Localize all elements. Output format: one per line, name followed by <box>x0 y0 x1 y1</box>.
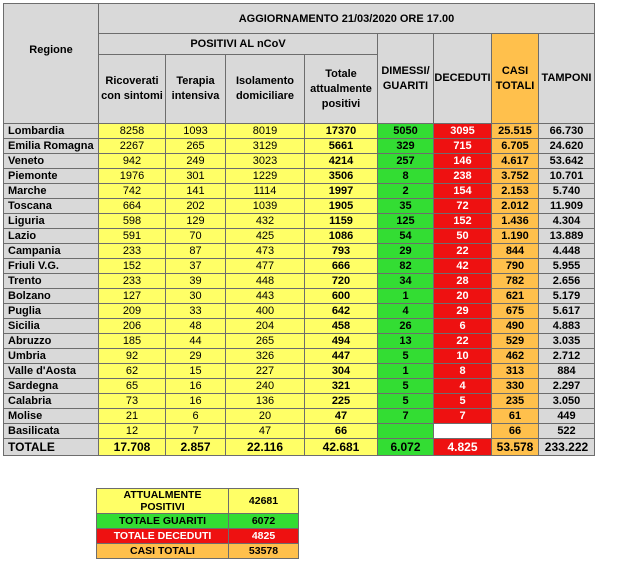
dimessi-value: 29 <box>378 244 434 259</box>
summary-label: ATTUALMENTE POSITIVI <box>97 489 229 514</box>
casi-totali-value: 25.515 <box>492 124 539 139</box>
table-row <box>4 274 595 289</box>
dimessi-value: 26 <box>378 319 434 334</box>
table-row <box>4 214 595 229</box>
isolamento-value: 3129 <box>226 139 305 154</box>
isolamento-value: 1229 <box>226 169 305 184</box>
terapia-value: 29 <box>166 349 226 364</box>
terapia-value: 6 <box>166 409 226 424</box>
deceduti-value: 72 <box>434 199 492 214</box>
deceduti-value <box>434 424 492 439</box>
ricoverati-value: 92 <box>99 349 166 364</box>
dimessi-value: 257 <box>378 154 434 169</box>
casi-totali-value: 3.752 <box>492 169 539 184</box>
table-row <box>4 259 595 274</box>
dimessi-value: 4 <box>378 304 434 319</box>
dimessi-value: 13 <box>378 334 434 349</box>
dimessi-total: 6.072 <box>378 439 434 456</box>
totale-positivi-value: 1905 <box>305 199 378 214</box>
region-name: Lazio <box>4 229 99 244</box>
tamponi-value: 2.297 <box>539 379 595 394</box>
summary-label: CASI TOTALI <box>97 544 229 559</box>
summary-row <box>97 489 299 514</box>
casi-totali-value: 330 <box>492 379 539 394</box>
terapia-value: 249 <box>166 154 226 169</box>
region-name: Veneto <box>4 154 99 169</box>
ricoverati-value: 742 <box>99 184 166 199</box>
update-title: AGGIORNAMENTO 21/03/2020 ORE 17.00 <box>99 4 595 34</box>
dimessi-value: 35 <box>378 199 434 214</box>
tamponi-value: 10.701 <box>539 169 595 184</box>
summary-value: 42681 <box>229 489 299 514</box>
region-name: Molise <box>4 409 99 424</box>
tamponi-value: 11.909 <box>539 199 595 214</box>
terapia-value: 15 <box>166 364 226 379</box>
dimessi-value: 5 <box>378 349 434 364</box>
isolamento-value: 204 <box>226 319 305 334</box>
casi-totali-value: 4.617 <box>492 154 539 169</box>
summary-label: TOTALE DECEDUTI <box>97 529 229 544</box>
region-name: Toscana <box>4 199 99 214</box>
dimessi-value <box>378 424 434 439</box>
isolamento-value: 425 <box>226 229 305 244</box>
isolamento-value: 227 <box>226 364 305 379</box>
totale-positivi-value: 225 <box>305 394 378 409</box>
tamponi-value: 5.179 <box>539 289 595 304</box>
isolamento-value: 326 <box>226 349 305 364</box>
tamponi-value: 66.730 <box>539 124 595 139</box>
ricoverati-value: 152 <box>99 259 166 274</box>
table-row <box>4 364 595 379</box>
table-row <box>4 409 595 424</box>
summary-value: 53578 <box>229 544 299 559</box>
tamponi-value: 449 <box>539 409 595 424</box>
summary-table <box>96 488 299 559</box>
casi-totali-value: 2.153 <box>492 184 539 199</box>
region-header: Regione <box>4 4 99 124</box>
isolamento-value: 20 <box>226 409 305 424</box>
tamponi-header: TAMPONI <box>539 34 595 124</box>
table-row <box>4 229 595 244</box>
tamponi-value: 4.448 <box>539 244 595 259</box>
totale-positivi-value: 17370 <box>305 124 378 139</box>
summary-row <box>97 544 299 559</box>
table-row <box>4 334 595 349</box>
dimessi-value: 7 <box>378 409 434 424</box>
terapia-value: 33 <box>166 304 226 319</box>
ricoverati-value: 73 <box>99 394 166 409</box>
table-row <box>4 289 595 304</box>
ricoverati-value: 127 <box>99 289 166 304</box>
tamponi-value: 2.712 <box>539 349 595 364</box>
totale-positivi-value: 600 <box>305 289 378 304</box>
covid-data-table <box>3 3 595 456</box>
ricoverati-value: 1976 <box>99 169 166 184</box>
totale-positivi-value: 47 <box>305 409 378 424</box>
region-name: Campania <box>4 244 99 259</box>
tamponi-value: 3.035 <box>539 334 595 349</box>
region-name: Umbria <box>4 349 99 364</box>
tamponi-total: 233.222 <box>539 439 595 456</box>
isolamento-value: 3023 <box>226 154 305 169</box>
terapia-value: 70 <box>166 229 226 244</box>
tamponi-value: 5.955 <box>539 259 595 274</box>
ricoverati-total: 17.708 <box>99 439 166 456</box>
summary-value: 6072 <box>229 514 299 529</box>
region-name: Sardegna <box>4 379 99 394</box>
casi-totali-value: 675 <box>492 304 539 319</box>
terapia-value: 1093 <box>166 124 226 139</box>
tamponi-value: 884 <box>539 364 595 379</box>
isolamento-value: 265 <box>226 334 305 349</box>
terapia-header: Terapia intensiva <box>166 55 226 124</box>
deceduti-value: 10 <box>434 349 492 364</box>
casi-totali-value: 462 <box>492 349 539 364</box>
region-name: Lombardia <box>4 124 99 139</box>
tamponi-value: 5.617 <box>539 304 595 319</box>
casi-totali-value: 621 <box>492 289 539 304</box>
casi-header: CASI TOTALI <box>492 34 539 124</box>
table-row <box>4 379 595 394</box>
casi-totali-value: 1.436 <box>492 214 539 229</box>
table-row <box>4 124 595 139</box>
totale-positivi-value: 321 <box>305 379 378 394</box>
isolamento-value: 8019 <box>226 124 305 139</box>
dimessi-value: 5050 <box>378 124 434 139</box>
table-row <box>4 169 595 184</box>
tamponi-value: 2.656 <box>539 274 595 289</box>
casi-totali-value: 790 <box>492 259 539 274</box>
table-row <box>4 184 595 199</box>
isolamento-value: 240 <box>226 379 305 394</box>
region-name: Puglia <box>4 304 99 319</box>
totale-positivi-total: 42.681 <box>305 439 378 456</box>
terapia-value: 202 <box>166 199 226 214</box>
region-name: Calabria <box>4 394 99 409</box>
casi-totali-value: 529 <box>492 334 539 349</box>
ricoverati-value: 209 <box>99 304 166 319</box>
casi-totali-value: 6.705 <box>492 139 539 154</box>
deceduti-value: 6 <box>434 319 492 334</box>
table-row <box>4 424 595 439</box>
table-row <box>4 319 595 334</box>
region-name: Valle d'Aosta <box>4 364 99 379</box>
dimessi-value: 125 <box>378 214 434 229</box>
casi-totali-value: 2.012 <box>492 199 539 214</box>
terapia-value: 16 <box>166 379 226 394</box>
tamponi-value: 53.642 <box>539 154 595 169</box>
casi-totali-value: 490 <box>492 319 539 334</box>
totale-positivi-header: Totale attualmente positivi <box>305 55 378 124</box>
totals-label: TOTALE <box>4 439 99 456</box>
region-name: Sicilia <box>4 319 99 334</box>
summary-row <box>97 529 299 544</box>
dimessi-header: DIMESSI/ GUARITI <box>378 34 434 124</box>
region-name: Abruzzo <box>4 334 99 349</box>
tamponi-value: 5.740 <box>539 184 595 199</box>
dimessi-value: 5 <box>378 379 434 394</box>
isolamento-value: 136 <box>226 394 305 409</box>
terapia-value: 37 <box>166 259 226 274</box>
region-name: Liguria <box>4 214 99 229</box>
tamponi-value: 4.883 <box>539 319 595 334</box>
totale-positivi-value: 4214 <box>305 154 378 169</box>
table-row <box>4 139 595 154</box>
summary-row <box>97 514 299 529</box>
deceduti-value: 20 <box>434 289 492 304</box>
deceduti-value: 22 <box>434 334 492 349</box>
isolamento-value: 473 <box>226 244 305 259</box>
region-name: Friuli V.G. <box>4 259 99 274</box>
casi-totali-value: 66 <box>492 424 539 439</box>
isolamento-value: 1039 <box>226 199 305 214</box>
dimessi-value: 82 <box>378 259 434 274</box>
ricoverati-value: 65 <box>99 379 166 394</box>
ricoverati-value: 12 <box>99 424 166 439</box>
terapia-value: 44 <box>166 334 226 349</box>
ricoverati-header: Ricoverati con sintomi <box>99 55 166 124</box>
ricoverati-value: 664 <box>99 199 166 214</box>
dimessi-value: 1 <box>378 364 434 379</box>
deceduti-header: DECEDUTI <box>434 34 492 124</box>
totale-positivi-value: 1997 <box>305 184 378 199</box>
terapia-value: 129 <box>166 214 226 229</box>
totale-positivi-value: 1159 <box>305 214 378 229</box>
totale-positivi-value: 720 <box>305 274 378 289</box>
table-row <box>4 349 595 364</box>
deceduti-value: 715 <box>434 139 492 154</box>
isolamento-value: 443 <box>226 289 305 304</box>
dimessi-value: 5 <box>378 394 434 409</box>
tamponi-value: 522 <box>539 424 595 439</box>
totale-positivi-value: 447 <box>305 349 378 364</box>
deceduti-value: 4 <box>434 379 492 394</box>
deceduti-value: 146 <box>434 154 492 169</box>
ricoverati-value: 233 <box>99 244 166 259</box>
summary-label: TOTALE GUARITI <box>97 514 229 529</box>
terapia-value: 30 <box>166 289 226 304</box>
table-row <box>4 199 595 214</box>
tamponi-value: 3.050 <box>539 394 595 409</box>
casi-totali-value: 235 <box>492 394 539 409</box>
totale-positivi-value: 494 <box>305 334 378 349</box>
region-name: Bolzano <box>4 289 99 304</box>
terapia-value: 7 <box>166 424 226 439</box>
terapia-value: 39 <box>166 274 226 289</box>
deceduti-value: 50 <box>434 229 492 244</box>
isolamento-value: 400 <box>226 304 305 319</box>
ricoverati-value: 2267 <box>99 139 166 154</box>
deceduti-value: 42 <box>434 259 492 274</box>
isolamento-value: 477 <box>226 259 305 274</box>
deceduti-total: 4.825 <box>434 439 492 456</box>
terapia-value: 87 <box>166 244 226 259</box>
ricoverati-value: 942 <box>99 154 166 169</box>
table-row <box>4 304 595 319</box>
isolamento-value: 1114 <box>226 184 305 199</box>
totale-positivi-value: 1086 <box>305 229 378 244</box>
deceduti-value: 5 <box>434 394 492 409</box>
deceduti-value: 3095 <box>434 124 492 139</box>
terapia-value: 141 <box>166 184 226 199</box>
table-row <box>4 244 595 259</box>
positivi-header: POSITIVI AL nCoV <box>99 34 378 55</box>
isolamento-header: Isolamento domiciliare <box>226 55 305 124</box>
dimessi-value: 54 <box>378 229 434 244</box>
totale-positivi-value: 66 <box>305 424 378 439</box>
totale-positivi-value: 304 <box>305 364 378 379</box>
isolamento-value: 448 <box>226 274 305 289</box>
tamponi-value: 24.620 <box>539 139 595 154</box>
deceduti-value: 7 <box>434 409 492 424</box>
casi-totali-value: 313 <box>492 364 539 379</box>
terapia-total: 2.857 <box>166 439 226 456</box>
tamponi-value: 13.889 <box>539 229 595 244</box>
casi-totali-value: 782 <box>492 274 539 289</box>
deceduti-value: 154 <box>434 184 492 199</box>
deceduti-value: 8 <box>434 364 492 379</box>
ricoverati-value: 233 <box>99 274 166 289</box>
totale-positivi-value: 458 <box>305 319 378 334</box>
ricoverati-value: 591 <box>99 229 166 244</box>
region-name: Basilicata <box>4 424 99 439</box>
totale-positivi-value: 5661 <box>305 139 378 154</box>
dimessi-value: 8 <box>378 169 434 184</box>
ricoverati-value: 598 <box>99 214 166 229</box>
terapia-value: 301 <box>166 169 226 184</box>
region-name: Marche <box>4 184 99 199</box>
terapia-value: 48 <box>166 319 226 334</box>
deceduti-value: 29 <box>434 304 492 319</box>
dimessi-value: 1 <box>378 289 434 304</box>
deceduti-value: 152 <box>434 214 492 229</box>
ricoverati-value: 206 <box>99 319 166 334</box>
terapia-value: 16 <box>166 394 226 409</box>
totale-positivi-value: 3506 <box>305 169 378 184</box>
casi-totali-value: 844 <box>492 244 539 259</box>
isolamento-total: 22.116 <box>226 439 305 456</box>
region-name: Piemonte <box>4 169 99 184</box>
deceduti-value: 22 <box>434 244 492 259</box>
totale-positivi-value: 642 <box>305 304 378 319</box>
casi-totali-value: 1.190 <box>492 229 539 244</box>
ricoverati-value: 62 <box>99 364 166 379</box>
ricoverati-value: 21 <box>99 409 166 424</box>
region-name: Emilia Romagna <box>4 139 99 154</box>
dimessi-value: 2 <box>378 184 434 199</box>
dimessi-value: 34 <box>378 274 434 289</box>
isolamento-value: 47 <box>226 424 305 439</box>
casi-totali-total: 53.578 <box>492 439 539 456</box>
casi-totali-value: 61 <box>492 409 539 424</box>
isolamento-value: 432 <box>226 214 305 229</box>
terapia-value: 265 <box>166 139 226 154</box>
table-row <box>4 394 595 409</box>
tamponi-value: 4.304 <box>539 214 595 229</box>
deceduti-value: 238 <box>434 169 492 184</box>
totale-positivi-value: 793 <box>305 244 378 259</box>
table-row <box>4 154 595 169</box>
totale-positivi-value: 666 <box>305 259 378 274</box>
totals-row <box>4 439 595 456</box>
summary-value: 4825 <box>229 529 299 544</box>
region-name: Trento <box>4 274 99 289</box>
dimessi-value: 329 <box>378 139 434 154</box>
ricoverati-value: 185 <box>99 334 166 349</box>
deceduti-value: 28 <box>434 274 492 289</box>
ricoverati-value: 8258 <box>99 124 166 139</box>
